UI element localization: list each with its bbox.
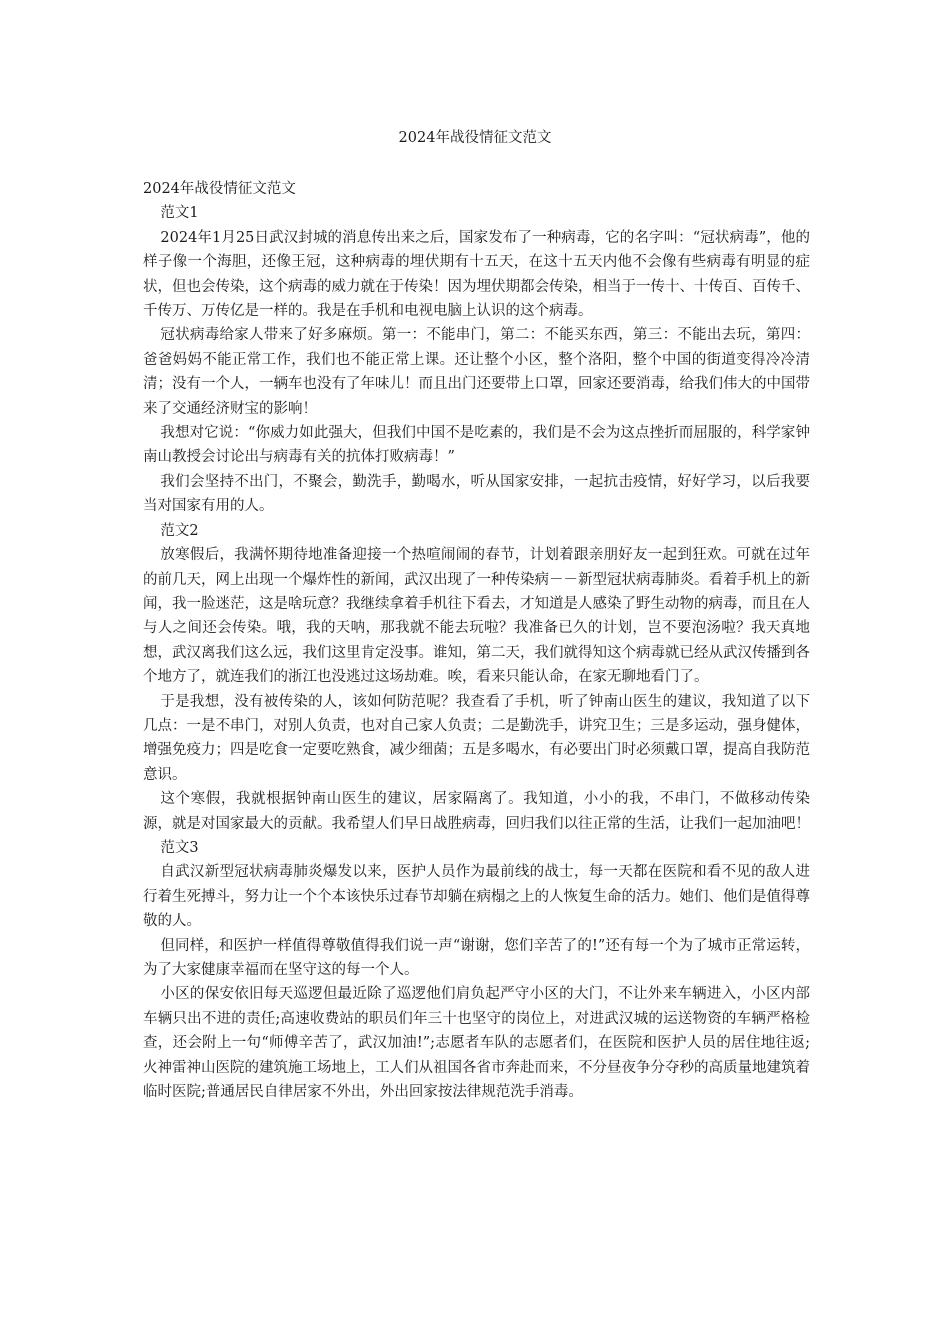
paragraph: 这个寒假，我就根据钟南山医生的建议，居家隔离了。我知道，小小的我，不串门，不做移动传染源，就是对国家最大的贡献。我希望人们早日战胜病毒，回归我们以往正常的生活，让我们一起加油吧！ bbox=[143, 791, 810, 832]
essay-label: 范文2 bbox=[160, 522, 199, 539]
paragraph: 冠状病毒给家人带来了好多麻烦。第一：不能串门，第二：不能买东西，第三：不能出去玩，第四：爸爸妈妈不能正常工作，我们也不能正常上课。还让整个小区，整个洛阳，整个中国的街道变得冷冷清清；没有一个人，一辆车也没有了年味儿！而且出门还要带上口罩，回家还要消毒，给我们伟大的中国带来了交通经济财宝的影响！ bbox=[143, 327, 810, 417]
document-subtitle: 2024年战役情征文范文 bbox=[143, 181, 296, 197]
paragraph: 小区的保安依旧每天巡逻但最近除了巡逻他们肩负起严守小区的大门，不让外来车辆进入，小区内部车辆只出不进的责任;高速收费站的职员们年三十也坚守的岗位上，对进武汉城的运送物资的车辆严格检查，还会附上一句“师傅辛苦了，武汉加油!”;志愿者车队的志愿者们，在医院和医护人员的居住地往返;火神雷神山医院的建筑施工场地上，工人们从祖国各省市奔赴而来，不分昼夜争分夺秒的高质量地建筑着临时医院;普通居民自律居家不外出，外出回家按法律规范洗手消毒。 bbox=[143, 986, 810, 1101]
paragraph: 自武汉新型冠状病毒肺炎爆发以来，医护人员作为最前线的战士，每一天都在医院和看不见的敌人进行着生死搏斗，努力让一个个本该快乐过春节却躺在病榻之上的人恢复生命的活力。她们、他们是值得尊敬的人。 bbox=[143, 864, 810, 930]
paragraph: 但同样，和医护一样值得尊敬值得我们说一声“谢谢，您们辛苦了的!”还有每一个为了城市正常运转，为了大家健康幸福而在坚守这的每一个人。 bbox=[143, 937, 810, 978]
paragraph: 我们会坚持不出门，不聚会，勤洗手，勤喝水，听从国家安排，一起抗击疫情，好好学习，以后我要当对国家有用的人。 bbox=[143, 473, 810, 515]
paragraph: 于是我想，没有被传染的人，该如何防范呢？我查看了手机，听了钟南山医生的建议，我知道了以下几点：一是不串门，对别人负责，也对自己家人负责；二是勤洗手，讲究卫生；三是多运动，强身健体，增强免疫力；四是吃食一定要吃熟食，减少细菌；五是多喝水，有必要出门时必须戴口罩，提高自我防范意识。 bbox=[143, 693, 810, 783]
essay-label: 范文3 bbox=[160, 839, 199, 856]
essay-label: 范文1 bbox=[160, 205, 199, 222]
paragraph: 我想对它说：“你威力如此强大，但我们中国不是吃素的，我们是不会为这点挫折而屈服的，科学家钟南山教授会讨论出与病毒有关的抗体打败病毒！” bbox=[143, 425, 810, 466]
paragraph: 2024年1月25日武汉封城的消息传出来之后，国家发布了一种病毒，它的名字叫：“冠状病毒”，他的样子像一个海胆，还像王冠，这种病毒的埋伏期有十五天，在这十五天内他不会像有些病毒有明显的症状，但也会传染，这个病毒的威力就在于传染！因为埋伏期都会传染，相当于一传十、十传百、百传千、千传万、万传亿是一样的。我是在手机和电视电脑上认识的这个病毒。 bbox=[143, 229, 810, 320]
paragraph: 放寒假后，我满怀期待地准备迎接一个热喧闹闹的春节，计划着跟亲朋好友一起到狂欢。可就在过年的前几天，网上出现一个爆炸性的新闻，武汉出现了一种传染病－－新型冠状病毒肺炎。看着手机上的新闻，我一脸迷茫，这是啥玩意？我继续拿着手机往下看去，才知道是人感染了野生动物的病毒，而且在人与人之间还会传染。哦，我的天呐，那我就不能去玩啦？我准备已久的计划，岂不要泡汤啦？我天真地想，武汉离我们这么远，我们这里肯定没事。谁知，第二天，我们就得知这个病毒就已经从武汉传播到各个地方了，就连我们的浙江也没逃过这场劫难。唉，看来只能认命，在家无聊地看门了。 bbox=[143, 547, 810, 686]
document-body bbox=[143, 177, 810, 1104]
document-title: 2024年战役情征文范文 bbox=[398, 130, 552, 146]
